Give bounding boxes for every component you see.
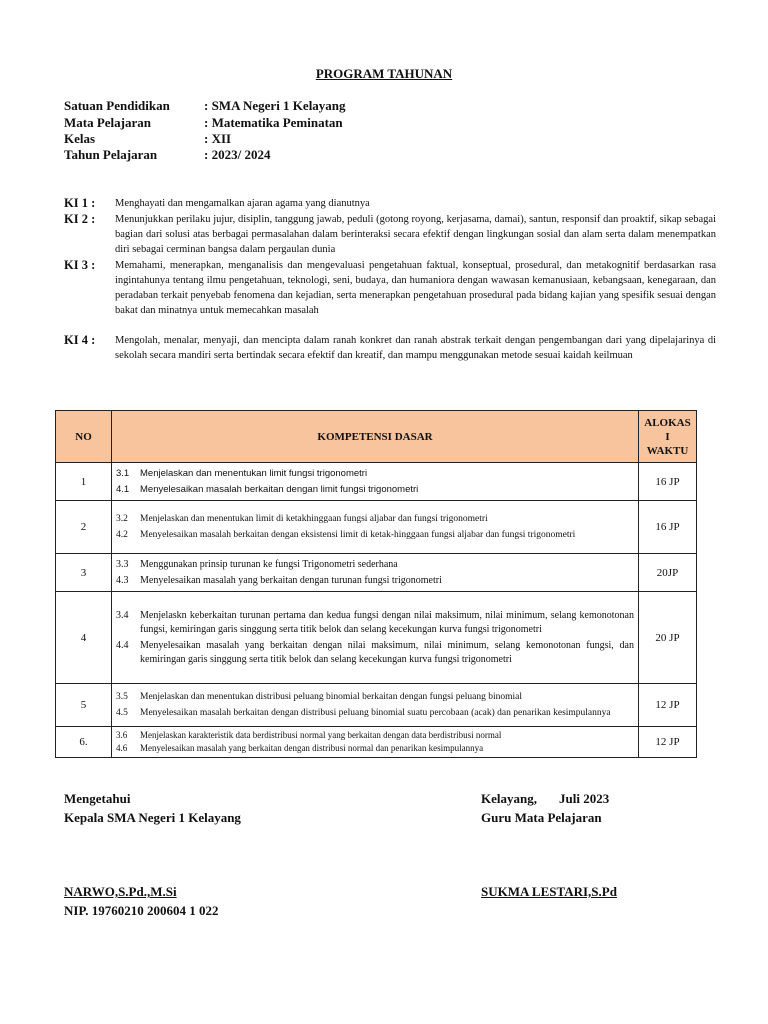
kd-line (112, 638, 638, 668)
kd-number: 4.1 (116, 483, 130, 495)
identity-label: Mata Pelajaran (64, 115, 152, 130)
header-alokasi-line: WAKTU (646, 444, 689, 457)
teacher-name: SUKMA LESTARI,S.Pd (481, 884, 617, 899)
kd-text: Menyelesaikan masalah yang berkaitan dengan turunan fungsi trigonometri (140, 574, 442, 586)
table-row (56, 463, 697, 501)
kompetensi-dasar-table (55, 410, 697, 758)
kd-number: 3.5 (116, 692, 128, 702)
kd-line (112, 573, 638, 589)
kd-text: Menyelesaikan masalah yang berkaitan dengan distribusi normal dan penarikan kesimpulannya (140, 743, 484, 753)
ki-text: Menunjukkan perilaku jujur, disiplin, tanggung jawab, peduli (gotong royong, kerjasama, damai), santun, responsif dan proaktif, sikap sebagai bagian dari solusi atas berbagai permasalahan dalam berinteraksi secara efektif dengan lingkungan sosial dan alam serta dalam menempatkan diri sebagai cerminan bangsa dalam pergaulan dunia (115, 214, 716, 255)
table-row (56, 592, 697, 684)
ki-4 (64, 333, 716, 363)
identity-value: : 2023/ 2024 (204, 147, 271, 162)
ki-label: KI 1 : (64, 196, 96, 210)
table-row (56, 727, 697, 758)
kd-number: 4.2 (116, 530, 128, 540)
ki-2 (64, 212, 716, 257)
kd-number: 3.3 (116, 558, 129, 570)
kd-cell (112, 684, 639, 727)
kd-line (112, 557, 638, 573)
kd-line (112, 482, 638, 498)
kd-line (112, 527, 638, 543)
kd-number: 3.6 (116, 730, 128, 740)
row-number: 3 (56, 554, 112, 592)
ki-text: Mengolah, menalar, menyaji, dan mencipta dalam ranah konkret dan ranah abstrak terkait dengan pengembangan dari yang dipelajarinya di sekolah secara mandiri serta bertindak secara efektif dan kreatif, dan mampu menggunakan metode sesuai kaidah keilmuan (115, 335, 716, 361)
identity-label: Kelas (64, 131, 96, 146)
header-alokasi-line: ALOKAS (644, 416, 691, 429)
kd-text: Menyelesaikan masalah berkaitan dengan limit fungsi trigonometri (140, 483, 419, 495)
kd-line (112, 689, 638, 705)
signature-principal-title: Kepala SMA Negeri 1 Kelayang (64, 810, 241, 825)
ki-label: KI 3 : (64, 258, 96, 272)
kd-number: 3.2 (116, 514, 128, 524)
ki-label: KI 2 : (64, 212, 96, 226)
signature-place: Kelayang, (481, 791, 537, 806)
signature-acknowledge: Mengetahui (64, 791, 131, 806)
identity-row-year (64, 146, 270, 163)
kd-cell (112, 727, 639, 758)
ki-label: KI 4 : (64, 333, 96, 347)
kd-number: 4.3 (116, 574, 129, 586)
kd-text: Menjelaskan karakteristik data berdistribusi normal yang berkaitan dengan data berdistribusi normal (140, 730, 502, 740)
kd-line (112, 742, 638, 755)
kd-line (112, 705, 638, 721)
row-alokasi-waktu: 16 JP (639, 501, 697, 554)
row-alokasi-waktu: 12 JP (639, 727, 697, 758)
row-number: 2 (56, 501, 112, 554)
header-no: NO (56, 411, 112, 463)
principal-name: NARWO,S.Pd.,M.Si (64, 884, 177, 899)
kd-cell (112, 592, 639, 684)
signature-left-heading (64, 789, 241, 827)
kd-text: Menjelaskan dan menentukan limit fungsi trigonometri (140, 467, 368, 479)
ki-3 (64, 258, 716, 318)
kd-number: 4.5 (116, 708, 128, 718)
identity-row-subject (64, 114, 343, 131)
row-number: 1 (56, 463, 112, 501)
signature-place-date (481, 789, 609, 808)
ki-text: Memahami, menerapkan, menganalisis dan mengevaluasi pengetahuan faktual, konseptual, prosedural, dan metakognitif berdasarkan rasa ingintahunya tentang ilmu pengetahuan, teknologi, seni, budaya, dan humaniora dengan wawasan kemanusiaan, kebangsaan, kenegaraan, dan peradaban terkait penyebab fenomena dan kejadian, serta menerapkan pengetahuan prosedural pada bidang kajian yang spesifik sesuai dengan bakat dan minatnya untuk memecahkan masalah (115, 260, 716, 316)
row-alokasi-waktu: 20 JP (639, 592, 697, 684)
kd-cell (112, 463, 639, 501)
ki-1 (64, 196, 716, 211)
signature-left-name-block (64, 882, 218, 920)
kd-cell (112, 501, 639, 554)
header-kompetensi-dasar: KOMPETENSI DASAR (112, 411, 639, 463)
kd-line (112, 608, 638, 638)
table-header-row (56, 411, 697, 463)
kd-text: Menyelesaikan masalah berkaitan dengan distribusi peluang binomial suatu percobaan (acak) dan penarikan kesimpulannya (140, 708, 611, 718)
header-alokasi-line: I (665, 430, 670, 443)
kd-number: 3.1 (116, 467, 130, 479)
kd-text: Menyelesaikan masalah berkaitan dengan eksistensi limit di ketak-hinggaan fungsi aljabar dan fungsi trigonometri (140, 530, 576, 540)
kd-line (112, 729, 638, 742)
kd-number: 4.4 (116, 639, 129, 651)
row-alokasi-waktu: 16 JP (639, 463, 697, 501)
identity-label: Satuan Pendidikan (64, 98, 170, 113)
identity-value: : SMA Negeri 1 Kelayang (204, 98, 346, 113)
table-row (56, 554, 697, 592)
signature-date: Juli 2023 (558, 791, 610, 806)
table-row (56, 684, 697, 727)
row-number: 5 (56, 684, 112, 727)
identity-label: Tahun Pelajaran (64, 147, 158, 162)
kd-text: Menggunakan prinsip turunan ke fungsi Trigonometri sederhana (140, 558, 398, 570)
kd-line (112, 511, 638, 527)
header-alokasi-waktu (639, 411, 697, 463)
kd-text: Menyelesaikan masalah yang berkaitan dengan nilai maksimum, nilai minimum, selang kemonotonan fungsi, dan kemiringan garis singgung serta titik belok dan selang kecekungan kurva fungsi trigonometri (140, 639, 634, 665)
ki-text: Menghayati dan mengamalkan ajaran agama yang dianutnya (115, 198, 370, 209)
identity-value: : XII (204, 131, 232, 146)
kd-cell (112, 554, 639, 592)
kd-line (112, 466, 638, 482)
kd-text: Menjelaskan dan menentukan limit di ketakhinggaan fungsi aljabar dan fungsi trigonometri (140, 514, 488, 524)
table-row (56, 501, 697, 554)
row-number: 6. (56, 727, 112, 758)
identity-value: : Matematika Peminatan (204, 115, 343, 130)
identity-row-school (64, 97, 346, 114)
identity-row-class (64, 130, 231, 147)
kd-number: 3.4 (116, 609, 129, 621)
kd-number: 4.6 (116, 743, 128, 753)
kd-text: Menjelaskan dan menentukan distribusi peluang binomial berkaitan dengan fungsi peluang binomial (140, 692, 523, 702)
row-number: 4 (56, 592, 112, 684)
row-alokasi-waktu: 20JP (639, 554, 697, 592)
signature-right-heading (481, 789, 609, 827)
kd-text: Menjelaskn keberkaitan turunan pertama dan kedua fungsi dengan nilai maksimum, nilai minimum, selang kemonotonan fungsi, kemiringan garis singgung serta titik belok dan selang kecekungan kurva fungsi trigonometri (140, 609, 634, 635)
signature-right-name-block (481, 882, 617, 901)
row-alokasi-waktu: 12 JP (639, 684, 697, 727)
document-title: PROGRAM TAHUNAN (315, 66, 453, 81)
principal-nip: NIP. 19760210 200604 1 022 (64, 903, 219, 918)
signature-teacher-title: Guru Mata Pelajaran (481, 810, 602, 825)
